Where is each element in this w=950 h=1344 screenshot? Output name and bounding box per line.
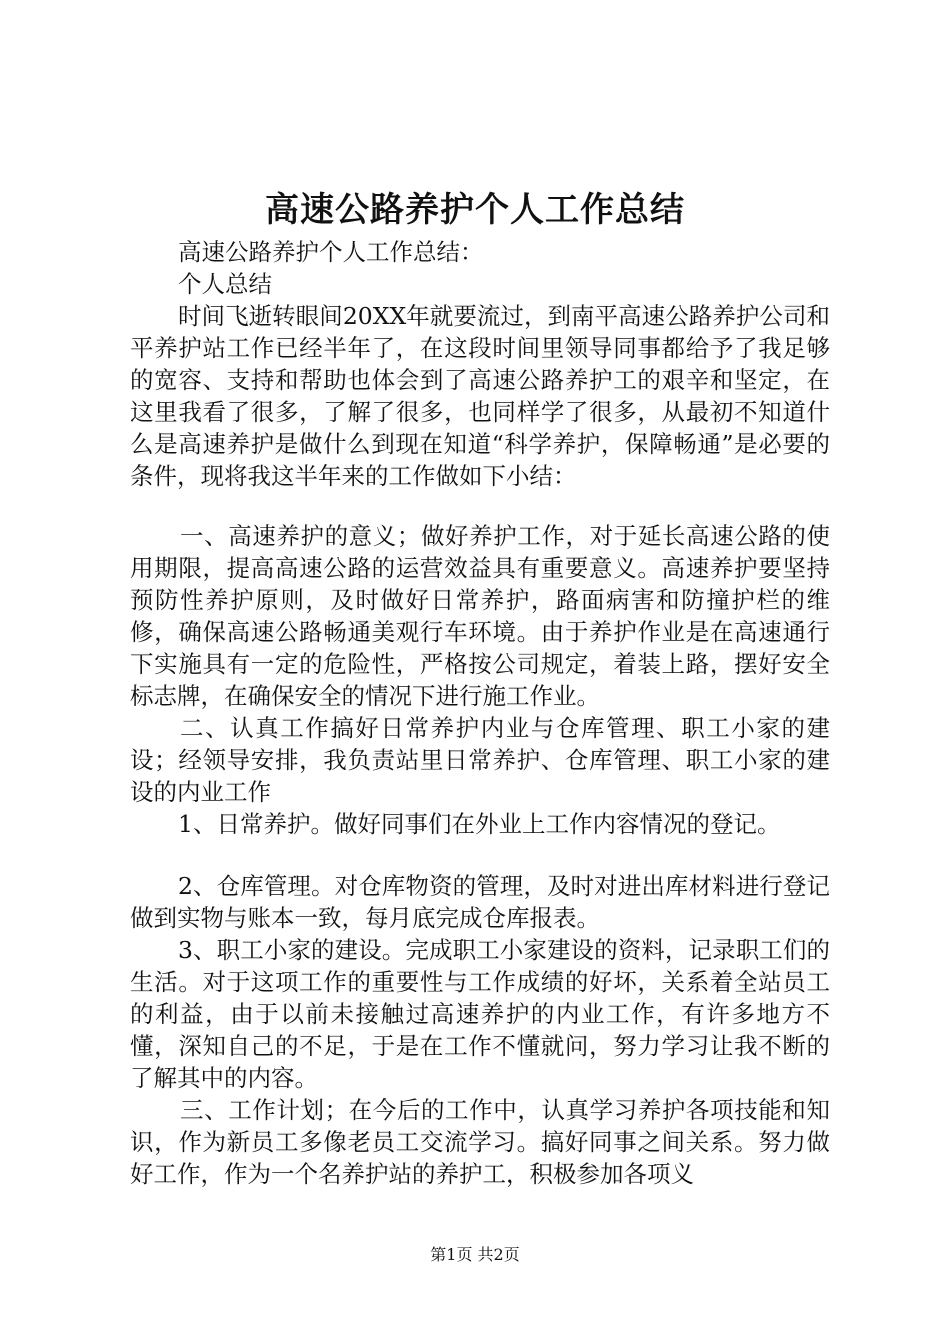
paragraph-gap: [130, 492, 830, 520]
paragraph-opening: 时间飞逝转眼间20XX年就要流过，到南平高速公路养护公司和平养护站工作已经半年了，在这段时间里领导同事都给予了我足够的宽容、支持和帮助也体会到了高速公路养护工的艰辛和坚定，在这里我看了很多，了解了很多，也同样学了很多，从最初不知道什么是高速养护是做什么到现在知道“科学养护，保障畅通”是必要的条件，现将我这半年来的工作做如下小结：: [130, 302, 830, 490]
paragraph-section-2: 二、认真工作搞好日常养护内业与仓库管理、职工小家的建设；经领导安排，我负责站里日常养护、仓库管理、职工小家的建设的内业工作: [130, 714, 830, 806]
paragraph-subtitle: 个人总结: [178, 270, 272, 298]
paragraph-section-1: 一、高速养护的意义；做好养护工作，对于延长高速公路的使用期限，提高高速公路的运营效益具有重要意义。高速养护要坚持预防性养护原则，及时做好日常养护，路面病害和防撞护栏的维修，确保高速公路畅通美观行车环境。由于养护作业是在高速通行下实施具有一定的危险性，严格按公司规定，着装上路，摆好安全标志牌，在确保安全的情况下进行施工作业。: [130, 522, 830, 710]
paragraph-item-1: 1、日常养护。做好同事们在外业上工作内容情况的登记。: [178, 810, 781, 838]
paragraph-item-3: 3、职工小家的建设。完成职工小家建设的资料，记录职工们的生活。对于这项工作的重要性与工作成绩的好坏，关系着全站员工的利益，由于以前未接触过高速养护的内业工作，有许多地方不懂，深知自己的不足，于是在工作不懂就问，努力学习让我不断的了解其中的内容。: [130, 936, 830, 1092]
paragraph-gap: [130, 840, 830, 870]
paragraph-item-2: 2、仓库管理。对仓库物资的管理，及时对进出库材料进行登记做到实物与账本一致，每月底完成仓库报表。: [130, 872, 830, 932]
page-footer: 第1页 共2页: [430, 1245, 520, 1264]
document-body: [130, 236, 830, 1190]
paragraph-intro: 高速公路养护个人工作总结：: [178, 238, 484, 266]
paragraph-section-3: 三、工作计划；在今后的工作中，认真学习养护各项技能和知识，作为新员工多像老员工交流学习。搞好同事之间关系。努力做好工作，作为一个名养护站的养护工，积极参加各项义: [130, 1096, 830, 1188]
document-title: 高速公路养护个人工作总结: [265, 190, 685, 230]
